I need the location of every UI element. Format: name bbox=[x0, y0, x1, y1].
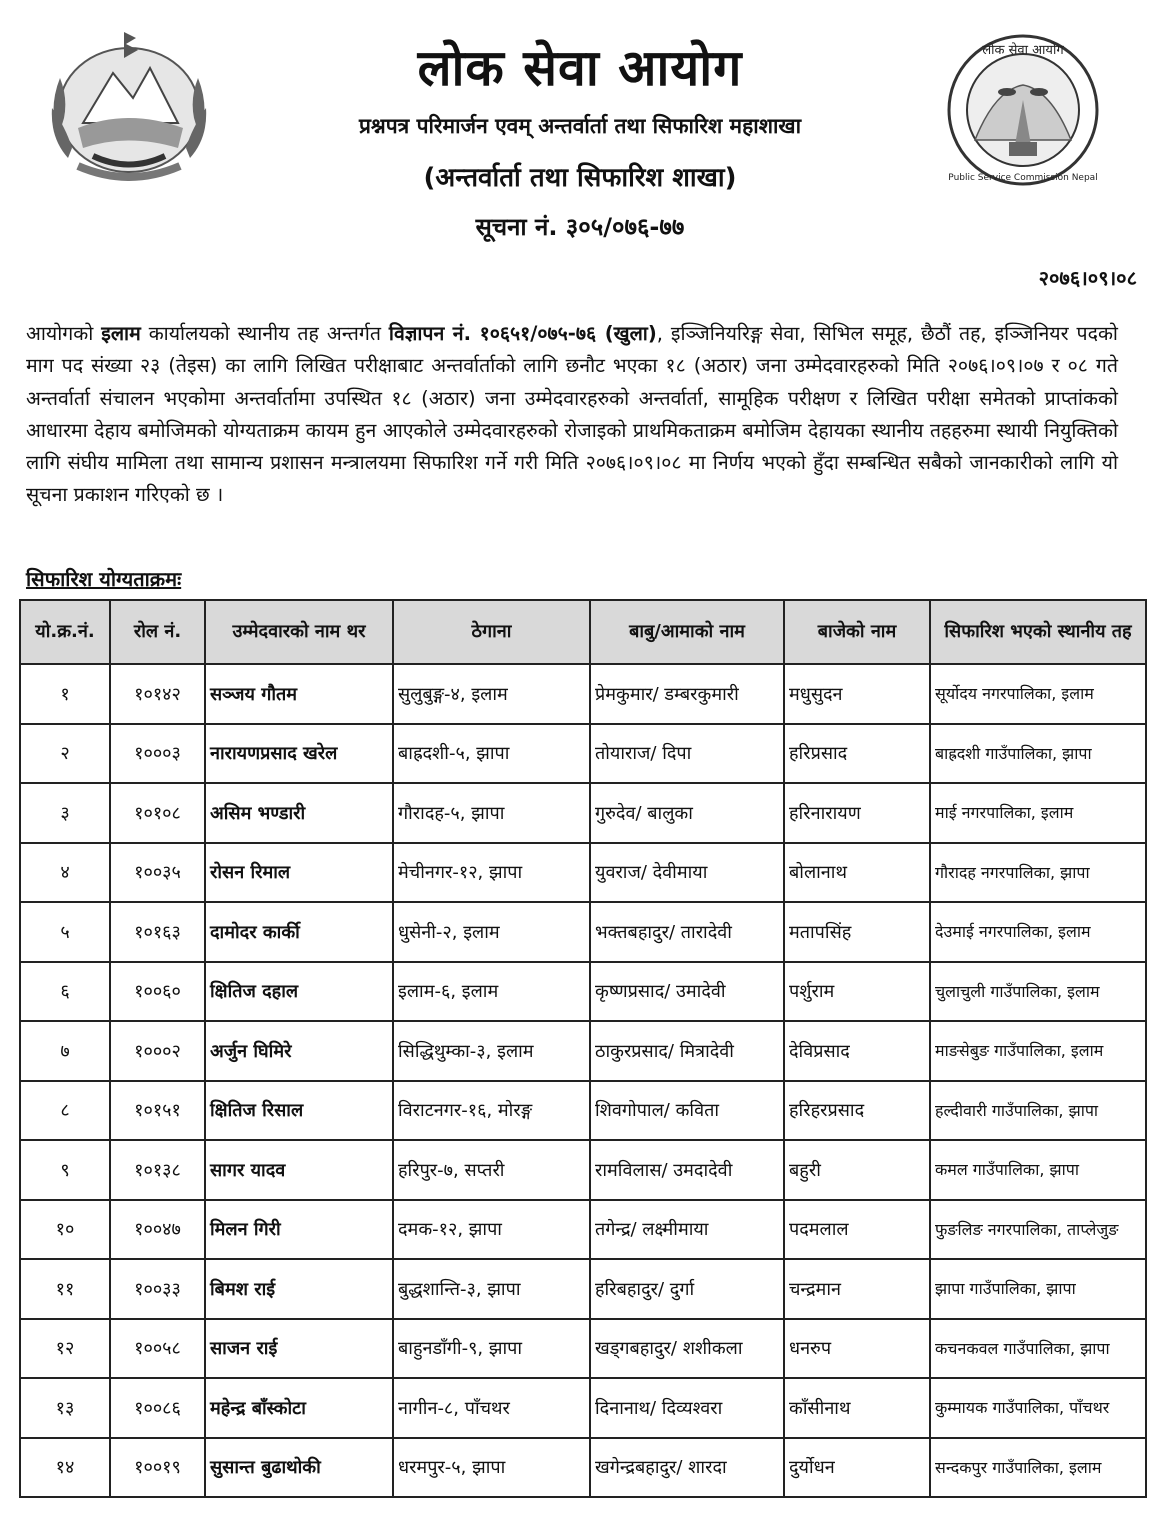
local-level-cell: सन्दकपुर गाउँपालिका, इलाम bbox=[930, 1438, 1146, 1498]
notice-text-2: कार्यालयको स्थानीय तह अन्तर्गत bbox=[140, 322, 389, 345]
grandfather-cell: हरिहरप्रसाद bbox=[784, 1081, 930, 1141]
serial-cell: १ bbox=[20, 664, 110, 724]
address-cell: बाह्रदशी-५, झापा bbox=[393, 724, 590, 784]
psc-logo-icon bbox=[935, 30, 1111, 190]
candidate-name-cell: सुसान्त बुढाथोकी bbox=[205, 1438, 393, 1498]
serial-cell: १४ bbox=[20, 1438, 110, 1498]
parents-cell: ठाकुरप्रसाद/ मित्रादेवी bbox=[590, 1021, 784, 1081]
address-cell: सुलुबुङ्ग-४, इलाम bbox=[393, 664, 590, 724]
local-level-cell: चुलाचुली गाउँपालिका, इलाम bbox=[930, 962, 1146, 1022]
serial-cell: ५ bbox=[20, 902, 110, 962]
table-row bbox=[20, 1200, 1146, 1260]
roll-cell: १००१९ bbox=[110, 1438, 205, 1498]
parents-cell: गुरुदेव/ बालुका bbox=[590, 783, 784, 843]
advertisement-number: विज्ञापन नं. १०६५१/०७५-७६ (खुला) bbox=[388, 322, 657, 345]
table-row bbox=[20, 724, 1146, 784]
roll-cell: १००३३ bbox=[110, 1259, 205, 1319]
grandfather-cell: बोलानाथ bbox=[784, 843, 930, 903]
parents-cell: दिनानाथ/ दिव्यश्वरा bbox=[590, 1378, 784, 1438]
serial-cell: ६ bbox=[20, 962, 110, 1022]
section-title: सिफारिश योग्यताक्रमः bbox=[26, 567, 182, 591]
branch-name: (अन्तर्वार्ता तथा सिफारिश शाखा) bbox=[423, 163, 737, 193]
local-level-cell: देउमाई नगरपालिका, इलाम bbox=[930, 902, 1146, 962]
roll-cell: १०१५१ bbox=[110, 1081, 205, 1141]
local-level-cell: कुम्मायक गाउँपालिका, पाँचथर bbox=[930, 1378, 1146, 1438]
parents-cell: रामविलास/ उमदादेवी bbox=[590, 1140, 784, 1200]
grandfather-cell: मधुसुदन bbox=[784, 664, 930, 724]
col-header-grandfather: बाजेको नाम bbox=[784, 600, 930, 664]
roll-cell: १०१३८ bbox=[110, 1140, 205, 1200]
org-name: लोक सेवा आयोग bbox=[417, 39, 743, 97]
address-cell: विराटनगर-१६, मोरङ्ग bbox=[393, 1081, 590, 1141]
serial-cell: ७ bbox=[20, 1021, 110, 1081]
roll-cell: १०१०८ bbox=[110, 783, 205, 843]
notice-date: २०७६।०९।०८ bbox=[1038, 266, 1137, 290]
notice-text-3: , इञ्जिनियरिङ्ग सेवा, सिभिल समूह, छैठौं तह, इञ्जिनियर पदको माग पद संख्या २३ (तेइस) का लागि लिखित परीक्षाबाट अन्तर्वार्ताको लागि छनौट भएका १८ (अठार) जना उम्मेदवारहरुको मिति २०७६।०९।०७ र ०८ गते अन्तर्वार्ता संचालन भएकोमा अन्तर्वार्तामा उपस्थित १८ (अठार) जना उम्मेदवारहरुको अन्तर्वार्ता, सामूहिक परीक्षण र लिखित परीक्षा समेतको प्राप्तांकको आधारमा देहाय बमोजिमको योग्यताक्रम कायम हुन आएकोले उम्मेदवारहरुको रोजाइको प्राथमिकताक्रम बमोजिम देहायका स्थानीय तहहरुमा स्थायी नियुक्तिको लागि संघीय मामिला तथा सामान्य प्रशासन मन्त्रालयमा सिफारिश गर्ने गरी मिति २०७६।०९।०८ मा निर्णय भएको हुँदा सम्बन्धित सबैको जानकारीको लागि यो सूचना प्रकाशन गरिएको छ । bbox=[26, 322, 1118, 507]
recommendation-table bbox=[19, 599, 1147, 1498]
candidate-name-cell: क्षितिज रिसाल bbox=[205, 1081, 393, 1141]
col-header-serial: यो.क्र.नं. bbox=[20, 600, 110, 664]
svg-text:लोक सेवा आयोग: लोक सेवा आयोग bbox=[982, 43, 1064, 58]
grandfather-cell: हरिप्रसाद bbox=[784, 724, 930, 784]
roll-cell: १००८६ bbox=[110, 1378, 205, 1438]
office-name: इलाम bbox=[101, 322, 141, 345]
serial-cell: १३ bbox=[20, 1378, 110, 1438]
notice-text-1: आयोगको bbox=[26, 322, 102, 345]
candidate-name-cell: सञ्जय गौतम bbox=[205, 664, 393, 724]
address-cell: धुसेनी-२, इलाम bbox=[393, 902, 590, 962]
col-header-name: उम्मेदवारको नाम थर bbox=[205, 600, 393, 664]
local-level-cell: झापा गाउँपालिका, झापा bbox=[930, 1259, 1146, 1319]
parents-cell: खगेन्द्रबहादुर/ शारदा bbox=[590, 1438, 784, 1498]
serial-cell: ९ bbox=[20, 1140, 110, 1200]
col-header-parents: बाबु/आमाको नाम bbox=[590, 600, 784, 664]
candidate-name-cell: नारायणप्रसाद खरेल bbox=[205, 724, 393, 784]
roll-cell: १००५८ bbox=[110, 1319, 205, 1379]
candidate-name-cell: सागर यादव bbox=[205, 1140, 393, 1200]
parents-cell: प्रेमकुमार/ डम्बरकुमारी bbox=[590, 664, 784, 724]
parents-cell: खड्गबहादुर/ शशीकला bbox=[590, 1319, 784, 1379]
notice-body bbox=[26, 318, 1118, 512]
grandfather-cell: पदमलाल bbox=[784, 1200, 930, 1260]
table-row bbox=[20, 843, 1146, 903]
roll-cell: १०१६३ bbox=[110, 902, 205, 962]
table-row bbox=[20, 664, 1146, 724]
parents-cell: कृष्णप्रसाद/ उमादेवी bbox=[590, 962, 784, 1022]
grandfather-cell: बहुरी bbox=[784, 1140, 930, 1200]
col-header-address: ठेगाना bbox=[393, 600, 590, 664]
candidate-name-cell: क्षितिज दहाल bbox=[205, 962, 393, 1022]
serial-cell: ४ bbox=[20, 843, 110, 903]
local-level-cell: गौरादह नगरपालिका, झापा bbox=[930, 843, 1146, 903]
roll-cell: १०१४२ bbox=[110, 664, 205, 724]
parents-cell: भक्तबहादुर/ तारादेवी bbox=[590, 902, 784, 962]
address-cell: मेचीनगर-१२, झापा bbox=[393, 843, 590, 903]
local-level-cell: हल्दीवारी गाउँपालिका, झापा bbox=[930, 1081, 1146, 1141]
grandfather-cell: देविप्रसाद bbox=[784, 1021, 930, 1081]
address-cell: हरिपुर-७, सप्तरी bbox=[393, 1140, 590, 1200]
roll-cell: १००६० bbox=[110, 962, 205, 1022]
roll-cell: १०००३ bbox=[110, 724, 205, 784]
svg-text:Public Service Commission Nepa: Public Service Commission Nepal bbox=[948, 173, 1098, 183]
parents-cell: शिवगोपाल/ कविता bbox=[590, 1081, 784, 1141]
roll-cell: १००४७ bbox=[110, 1200, 205, 1260]
local-level-cell: कचनकवल गाउँपालिका, झापा bbox=[930, 1319, 1146, 1379]
notice-number: सूचना नं. ३०५/०७६-७७ bbox=[475, 213, 685, 241]
candidate-name-cell: साजन राई bbox=[205, 1319, 393, 1379]
candidate-name-cell: अर्जुन घिमिरे bbox=[205, 1021, 393, 1081]
local-level-cell: माङसेबुङ गाउँपालिका, इलाम bbox=[930, 1021, 1146, 1081]
roll-cell: १०००२ bbox=[110, 1021, 205, 1081]
table-row bbox=[20, 1438, 1146, 1498]
serial-cell: १० bbox=[20, 1200, 110, 1260]
address-cell: गौरादह-५, झापा bbox=[393, 783, 590, 843]
table-row bbox=[20, 1259, 1146, 1319]
table-row bbox=[20, 783, 1146, 843]
serial-cell: १२ bbox=[20, 1319, 110, 1379]
parents-cell: हरिबहादुर/ दुर्गा bbox=[590, 1259, 784, 1319]
table-row bbox=[20, 1140, 1146, 1200]
serial-cell: ११ bbox=[20, 1259, 110, 1319]
table-row bbox=[20, 1021, 1146, 1081]
nepal-emblem-icon bbox=[38, 28, 220, 188]
local-level-cell: कमल गाउँपालिका, झापा bbox=[930, 1140, 1146, 1200]
roll-cell: १००३५ bbox=[110, 843, 205, 903]
address-cell: बुद्धशान्ति-३, झापा bbox=[393, 1259, 590, 1319]
grandfather-cell: चन्द्रमान bbox=[784, 1259, 930, 1319]
address-cell: इलाम-६, इलाम bbox=[393, 962, 590, 1022]
col-header-local-level: सिफारिश भएको स्थानीय तह bbox=[930, 600, 1146, 664]
col-header-roll: रोल नं. bbox=[110, 600, 205, 664]
grandfather-cell: हरिनारायण bbox=[784, 783, 930, 843]
address-cell: सिद्धिथुम्का-३, इलाम bbox=[393, 1021, 590, 1081]
local-level-cell: बाह्रदशी गाउँपालिका, झापा bbox=[930, 724, 1146, 784]
parents-cell: तोयाराज/ दिपा bbox=[590, 724, 784, 784]
local-level-cell: सूर्योदय नगरपालिका, इलाम bbox=[930, 664, 1146, 724]
serial-cell: ८ bbox=[20, 1081, 110, 1141]
grandfather-cell: काँसीनाथ bbox=[784, 1378, 930, 1438]
local-level-cell: फुङलिङ नगरपालिका, ताप्लेजुङ bbox=[930, 1200, 1146, 1260]
candidate-name-cell: रोसन रिमाल bbox=[205, 843, 393, 903]
candidate-name-cell: बिमश राई bbox=[205, 1259, 393, 1319]
table-row bbox=[20, 962, 1146, 1022]
address-cell: धरमपुर-५, झापा bbox=[393, 1438, 590, 1498]
grandfather-cell: मतापसिंह bbox=[784, 902, 930, 962]
table-row bbox=[20, 1378, 1146, 1438]
address-cell: बाहुनडाँगी-९, झापा bbox=[393, 1319, 590, 1379]
table-row bbox=[20, 1319, 1146, 1379]
division-name: प्रश्नपत्र परिमार्जन एवम् अन्तर्वार्ता तथा सिफारिश महाशाखा bbox=[358, 114, 802, 138]
candidate-name-cell: मिलन गिरी bbox=[205, 1200, 393, 1260]
grandfather-cell: पर्शुराम bbox=[784, 962, 930, 1022]
serial-cell: २ bbox=[20, 724, 110, 784]
parents-cell: युवराज/ देवीमाया bbox=[590, 843, 784, 903]
grandfather-cell: धनरुप bbox=[784, 1319, 930, 1379]
table-header-row bbox=[20, 600, 1146, 664]
table-row bbox=[20, 902, 1146, 962]
candidate-name-cell: महेन्द्र बाँस्कोटा bbox=[205, 1378, 393, 1438]
parents-cell: तगेन्द्र/ लक्ष्मीमाया bbox=[590, 1200, 784, 1260]
table-row bbox=[20, 1081, 1146, 1141]
address-cell: नागीन-८, पाँचथर bbox=[393, 1378, 590, 1438]
serial-cell: ३ bbox=[20, 783, 110, 843]
candidate-name-cell: दामोदर कार्की bbox=[205, 902, 393, 962]
candidate-name-cell: असिम भण्डारी bbox=[205, 783, 393, 843]
grandfather-cell: दुर्योधन bbox=[784, 1438, 930, 1498]
local-level-cell: माई नगरपालिका, इलाम bbox=[930, 783, 1146, 843]
address-cell: दमक-१२, झापा bbox=[393, 1200, 590, 1260]
